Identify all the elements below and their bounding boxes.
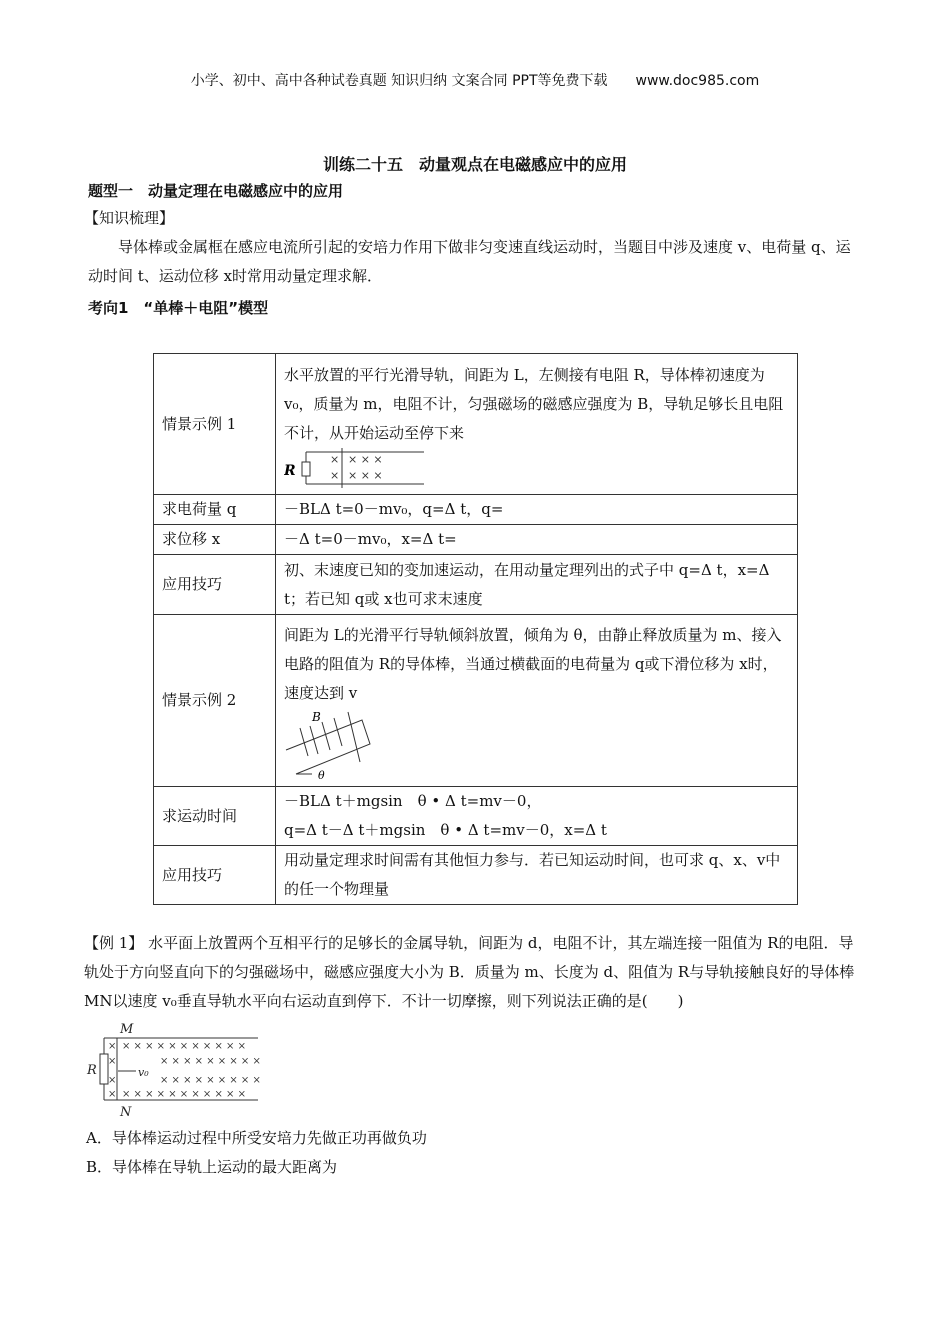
svg-text:× × × × × × × × × × ×: × × × × × × × × × × ×	[122, 1041, 246, 1052]
row-line: q=Δ t－Δ t＋mgsin θ • Δ t=mv－0，x=Δ t	[284, 821, 607, 839]
table-row	[154, 495, 798, 525]
table-row	[154, 846, 798, 905]
row-key: 求运动时间	[154, 787, 276, 846]
table-row	[154, 525, 798, 555]
option-a: A．导体棒运动过程中所受安培力先做正功再做负功	[86, 1129, 427, 1147]
header-text: 小学、初中、高中各种试卷真题 知识归纳 文案合同 PPT等免费下载	[190, 73, 608, 89]
table-row	[154, 787, 798, 846]
svg-text:× × ×: × × ×	[348, 452, 383, 466]
row-value: －Δ t=0－mv₀，x=Δ t=	[276, 525, 798, 555]
svg-text:×: ×	[330, 468, 340, 482]
row-value	[276, 615, 798, 787]
diagram-label-theta: θ	[318, 769, 325, 780]
subsection-heading: 考向1 “单棒＋电阻”模型	[88, 299, 269, 317]
row-key: 求位移 x	[154, 525, 276, 555]
row-text: 间距为 L的光滑平行导轨倾斜放置，倾角为 θ，由静止释放质量为 m、接入电路的阻值为 R的导体棒，当通过横截面的电荷量为 q或下滑位移为 x时，速度达到 v	[284, 626, 782, 702]
knowledge-label: 【知识梳理】	[84, 209, 175, 227]
label-m: M	[120, 1022, 134, 1037]
diagram-label-r: R	[284, 462, 296, 479]
row-line: －BLΔ t＋mgsin θ • Δ t=mv－0，	[284, 792, 542, 810]
section-heading: 题型一 动量定理在电磁感应中的应用	[88, 182, 344, 200]
document-body	[84, 152, 860, 1182]
example-diagram	[86, 1020, 266, 1118]
rail-diagram-1	[284, 448, 424, 488]
example-question: 【例 1】 水平面上放置两个互相平行的足够长的金属导轨，间距为 d，电阻不计，其左端连接一阻值为 R的电阻．导轨处于方向竖直向下的匀强磁场中，磁感应强度大小为 B．质量为 m、长度为 d、阻值为 R与导轨接触良好的导体棒 MN以速度 v₀垂直导轨水平向右运动直到停下．不计一切摩擦，则下列说法正确的是( )	[84, 934, 855, 1010]
svg-text:× × ×: × × ×	[348, 468, 383, 482]
diagram-label-b: B	[312, 710, 321, 724]
row-value	[276, 354, 798, 495]
label-v0: v₀	[138, 1066, 149, 1079]
row-key: 情景示例 2	[154, 615, 276, 787]
table-row	[154, 354, 798, 495]
row-key: 求电荷量 q	[154, 495, 276, 525]
page-title: 训练二十五 动量观点在电磁感应中的应用	[322, 155, 627, 174]
row-key: 应用技巧	[154, 846, 276, 905]
svg-text:×: ×	[108, 1041, 117, 1052]
incline-diagram	[284, 708, 384, 780]
svg-text:×: ×	[330, 452, 340, 466]
svg-text:×: ×	[108, 1056, 117, 1067]
row-value: 用动量定理求时间需有其他恒力参与．若已知运动时间，也可求 q、x、v中的任一个物理量	[276, 846, 798, 905]
page-header	[0, 70, 950, 90]
knowledge-text: 导体棒或金属框在感应电流所引起的安培力作用下做非匀变速直线运动时，当题目中涉及速度 v、电荷量 q、运动时间 t、运动位移 x时常用动量定理求解．	[88, 238, 851, 285]
summary-table	[153, 353, 798, 905]
row-value: －BLΔ t=0－mv₀，q=Δ t，q=	[276, 495, 798, 525]
row-key: 应用技巧	[154, 555, 276, 615]
row-key: 情景示例 1	[154, 354, 276, 495]
table-row	[154, 615, 798, 787]
table-row	[154, 555, 798, 615]
svg-text:× × × × × × × × × × ×: × × × × × × × × × × ×	[122, 1089, 246, 1100]
svg-text:× × × × × × × × ×: × × × × × × × × ×	[160, 1056, 261, 1067]
header-url[interactable]: www.doc985.com	[635, 73, 760, 89]
svg-text:×: ×	[108, 1075, 117, 1086]
label-r: R	[87, 1063, 97, 1078]
row-value: 初、末速度已知的变加速运动，在用动量定理列出的式子中 q=Δ t，x=Δ t；若已知 q或 x也可求末速度	[276, 555, 798, 615]
row-text: 水平放置的平行光滑导轨，间距为 L，左侧接有电阻 R，导体棒初速度为 v₀，质量为 m，电阻不计，匀强磁场的磁感应强度为 B，导轨足够长且电阻不计，从开始运动至停下来	[284, 365, 784, 442]
option-b: B．导体棒在导轨上运动的最大距离为	[86, 1158, 338, 1176]
svg-text:× × × × × × × × ×: × × × × × × × × ×	[160, 1075, 261, 1086]
row-value	[276, 787, 798, 846]
label-n: N	[120, 1105, 132, 1118]
svg-text:×: ×	[108, 1089, 117, 1100]
